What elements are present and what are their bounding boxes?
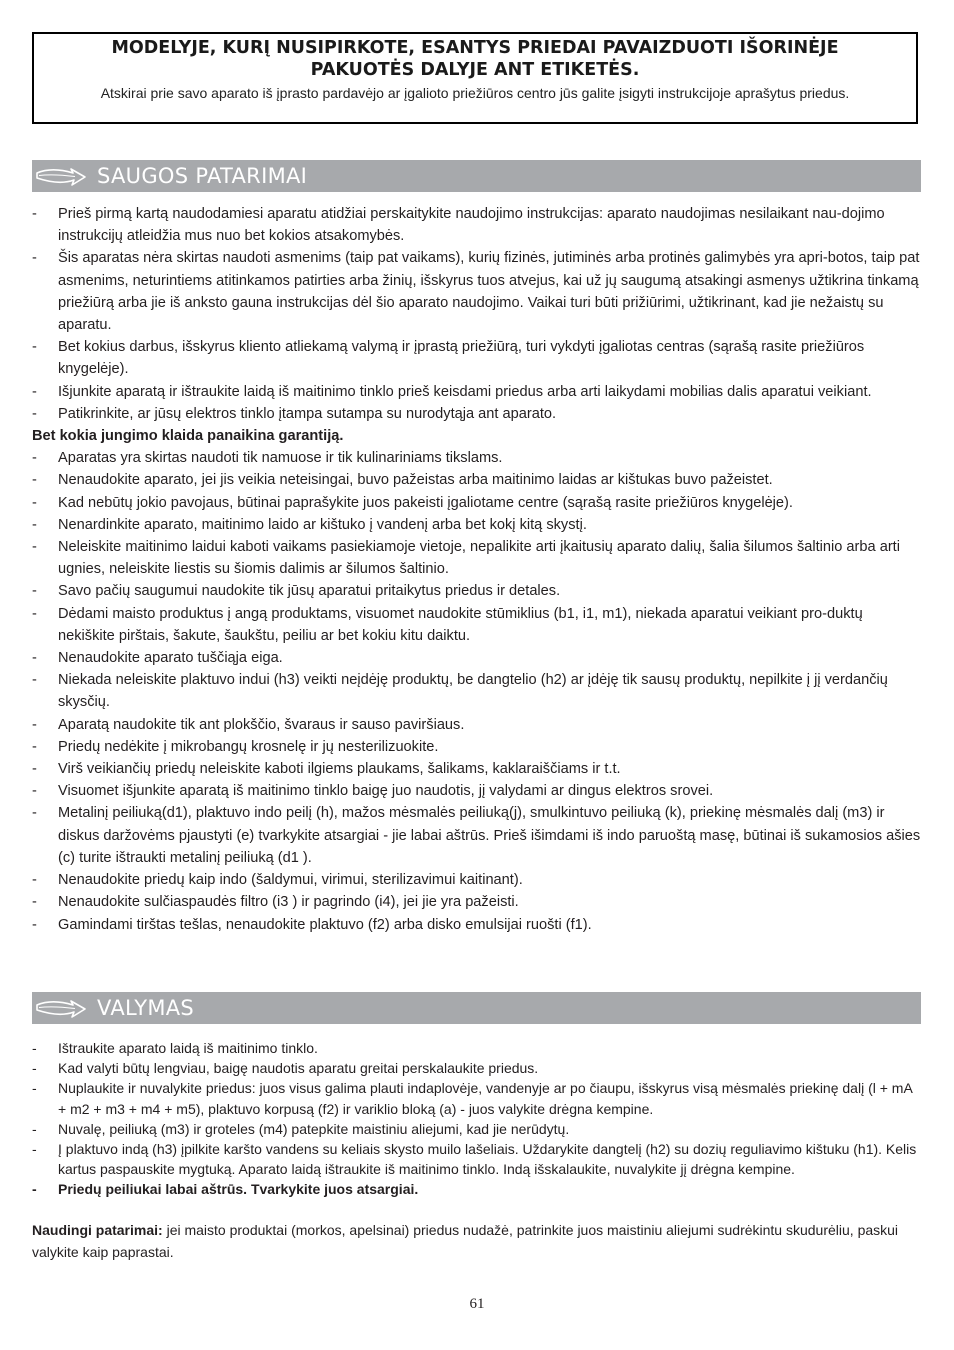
list-item [32,891,922,913]
list-item-text: Nenaudokite aparato, jei jis veikia neteisingai, buvo pažeistas arba maitinimo laidas ar kištukas buvo pažeistet. [58,472,773,489]
bullet-dash: - [32,494,37,511]
list-item-text: Aparatą naudokite tik ant plokščio, švaraus ir sauso paviršiaus. [58,716,465,733]
bullet-dash: - [32,450,37,467]
list-item-text: Gamindami tirštas tešlas, nenaudokite plaktuvo (f2) arba disko emulsijai ruošti (f1). [58,916,592,933]
bullet-dash: - [32,761,37,778]
bullet-dash: - [32,1141,37,1158]
cleaning-section-header [32,992,921,1024]
list-item-text: Nenaudokite aparato tuščiąja eiga. [58,650,283,667]
safety-section-title: SAUGOS PATARIMAI [97,164,308,188]
list-item [32,381,922,403]
bullet-dash: - [32,383,37,400]
list-item [32,736,922,758]
bullet-dash: - [32,894,37,911]
bullet-dash: - [32,916,37,933]
cleaning-section-title: VALYMAS [97,996,195,1020]
list-item [32,492,922,514]
list-item [32,758,922,780]
list-item-text: Nenaudokite sulčiaspaudės filtro (i3 ) ir pagrindo (i4), jei jie yra pažeisti. [58,894,519,911]
notice-title-line-1: MODELYJE, KURĮ NUSIPIRKOTE, ESANTYS PRIEDAI PAVAIZDUOTI IŠORINĖJE [111,38,839,58]
guarantee-warning: Bet kokia jungimo klaida panaikina garantiją. [32,428,344,445]
bullet-dash: - [32,1181,37,1198]
list-item [32,714,922,736]
list-item [32,580,922,602]
cleaning-list [32,1038,922,1200]
tips-text: jei maisto produktai (morkos, apelsinai) priedus nudažė, patrinkite juos maistiniu aliejumi sudrėkintu skudurėliu, paskui valykite kaip paprastai. [32,1222,899,1260]
bullet-dash: - [32,1120,37,1137]
list-item-text: Niekada neleiskite plaktuvo indui (h3) veikti neįdėję produktų, be dangtelio (h2) ar įdėję tik sausų produktų, nepilkite į jį verdančių skysčių. [58,672,888,711]
bullet-dash: - [32,805,37,822]
arrow-icon [35,996,87,1021]
list-item [32,536,922,580]
bullet-dash: - [32,516,37,533]
bullet-dash: - [32,250,37,267]
list-item-text: Metalinį peiliuką(d1), plaktuvo indo peilį (h), mažos mėsmalės peiliuką(j), smulkintuvo peiliuką (k), priekinę mėsmalės dalį (m3) ir diskus daržovėms pjaustyti (e) tvarkykite atsargiai - jie labai aštrūs. Prieš išimdami iš indo paruoštą masę, būtinai iš sukamosios ašies (c) turite ištraukti metalinį peiliuką (d1 ). [58,805,921,866]
list-item-text: Nenaudokite priedų kaip indo (šaldymui, virimui, sterilizavimui kaitinant). [58,872,523,889]
list-item [32,869,922,891]
list-item [32,603,922,647]
blades-warning-text: Priedų peiliukai labai aštrūs. Tvarkykite juos atsargiai. [58,1181,419,1198]
bullet-dash: - [32,1060,37,1077]
list-item [32,1139,922,1179]
list-item [32,203,922,247]
bullet-dash: - [32,405,37,422]
bullet-dash: - [32,1040,37,1056]
list-item-text: Savo pačių saugumui naudokite tik jūsų aparatui pritaikytus priedus ir detales. [58,583,561,600]
bullet-dash: - [32,872,37,889]
accessories-notice-box [32,32,918,124]
bullet-dash: - [32,539,37,556]
bullet-dash: - [32,783,37,800]
bullet-dash: - [32,605,37,622]
list-item-text: Kad valyti būtų lengviau, baigę naudotis aparatu greitai perskalaukite priedus. [58,1060,539,1077]
list-item-text: Į plaktuvo indą (h3) įpilkite karšto vandens su keliais skysto muilo lašeliais. Uždarykite dangtelį (h2) su dozių reguliavimo kištuku (h1). Kelis kartus paspauskite mygtuką. Aparato laidą ištraukite iš maitinimo tinklo. Indą išskalaukite, nuvalykite jį drėgna kempine. [58,1141,917,1178]
useful-tips [32,1219,922,1263]
list-item [32,669,922,713]
list-item [32,647,922,669]
bullet-dash: - [32,672,37,689]
page-number: 61 [469,1296,485,1312]
notice-title-line-2: PAKUOTĖS DALYJE ANT ETIKETĖS. [310,60,640,80]
list-item-text: Bet kokius darbus, išskyrus kliento atliekamą valymą ir įprastą priežiūrą, turi vykdyti įgaliotas centras (sąrašą rasite priežiūros knygelėje). [58,339,865,378]
list-item-text: Kad nebūtų jokio pavojaus, būtinai paprašykite juos pakeisti įgaliotame centre (sąrašą rasite priežiūros knygelėje). [58,494,793,511]
list-item [32,247,922,336]
bullet-dash: - [32,716,37,733]
list-item [32,469,922,491]
tips-label: Naudingi patarimai: [32,1222,163,1238]
list-item [32,447,922,469]
list-item-text: Prieš pirmą kartą naudodamiesi aparatu atidžiai perskaitykite naudojimo instrukcijas: aparato naudojimas nesilaikant nau-dojimo instrukcijų atleidžia mus nuo bet kokios atsakomybės. [58,206,885,245]
notice-title [34,37,916,81]
list-item [32,336,922,380]
list-item-text: Patikrinkite, ar jūsų elektros tinklo įtampa sutampa su nurodytąja ant aparato. [58,405,557,422]
arrow-icon [35,164,87,189]
safety-list [32,203,922,936]
list-item [32,1078,922,1118]
list-item-text: Nuvalę, peiliuką (m3) ir groteles (m4) patepkite maistiniu aliejumi, kad jie nerūdytų. [58,1120,570,1137]
list-item [32,1038,922,1058]
list-item-text: Dėdami maisto produktus į angą produktams, visuomet naudokite stūmiklius (b1, i1, m1), niekada aparatui veikiant pro-duktų nekiškite pirštais, šakute, šaukštu, peiliu ar bet kokiu kitu daiktu. [58,605,863,644]
bullet-dash: - [32,1080,37,1097]
notice-text: Atskirai prie savo aparato iš įprasto pardavėjo ar įgalioto priežiūros centro jūs galite įsigyti instrukcijoje aprašytus priedus. [100,85,850,101]
blades-warning [32,1179,922,1199]
list-item [32,403,922,425]
bullet-dash: - [32,738,37,755]
list-item [32,1119,922,1139]
list-item-text: Virš veikiančių priedų neleiskite kaboti ilgiems plaukams, šalikams, kaklaraiščiams ir t.t. [58,761,621,778]
list-item-text: Nuplaukite ir nuvalykite priedus: juos visus galima plauti indaplovėje, vandenyje ar po čiaupu, išskyrus visą mėsmalės priekinę dalį (l + mA + m2 + m3 + m4 + m5), plaktuvo korpusą (f2) ir variklio bloką (a) - juos valykite drėgna kempine. [58,1080,913,1117]
list-item-text: Išjunkite aparatą ir ištraukite laidą iš maitinimo tinklo prieš keisdami priedus arba arti laikydami mobilias dalis aparatui veikiant. [58,383,872,400]
bullet-dash: - [32,650,37,667]
list-item-text: Visuomet išjunkite aparatą iš maitinimo tinklo baigę juo naudotis, jį valydami ar dingus elektros srovei. [58,783,714,800]
list-item [32,1058,922,1078]
bullet-dash: - [32,583,37,600]
list-item [32,914,922,936]
bullet-dash: - [32,339,37,356]
list-item-text: Aparatas yra skirtas naudoti tik namuose ir tik kulinariniams tikslams. [58,450,503,467]
list-item-text: Neleiskite maitinimo laidui kaboti vaikams pasiekiamoje vietoje, nepalikite arti įkaitusių aparato dalių, šalia šilumos šaltinio arba arti ugnies, neleiskite liestis su šiomis dalimis ar šilumos šaltinio. [58,539,900,578]
list-item [32,780,922,802]
bullet-dash: - [32,472,37,489]
list-item [32,802,922,869]
bullet-dash: - [32,206,37,222]
safety-section-header [32,160,921,192]
list-item-text: Šis aparatas nėra skirtas naudoti asmenims (taip pat vaikams), kurių fizinės, jutiminės arba protinės galimybės yra apri-botos, taip pat asmenims, neturintiems atitinkamos patirties arba žinių, išskyrus tuos atvejus, kai už jų saugumą atsakingi asmenys užtikrina tinkamą priežiūrą arba jie iš anksto gauna instrukcijas dėl šio aparato naudojimo. Vaikai turi būti prižiūrimi, užtikrinant, kad jie nežaistų su aparatu. [58,250,920,334]
list-item-text: Nenardinkite aparato, maitinimo laido ar kištuko į vandenį arba bet kokį kitą skystį. [58,516,587,533]
list-item-text: Ištraukite aparato laidą iš maitinimo tinklo. [58,1040,318,1056]
list-item-text: Priedų nedėkite į mikrobangų krosnelę ir jų nesterilizuokite. [58,738,439,755]
list-item [32,514,922,536]
